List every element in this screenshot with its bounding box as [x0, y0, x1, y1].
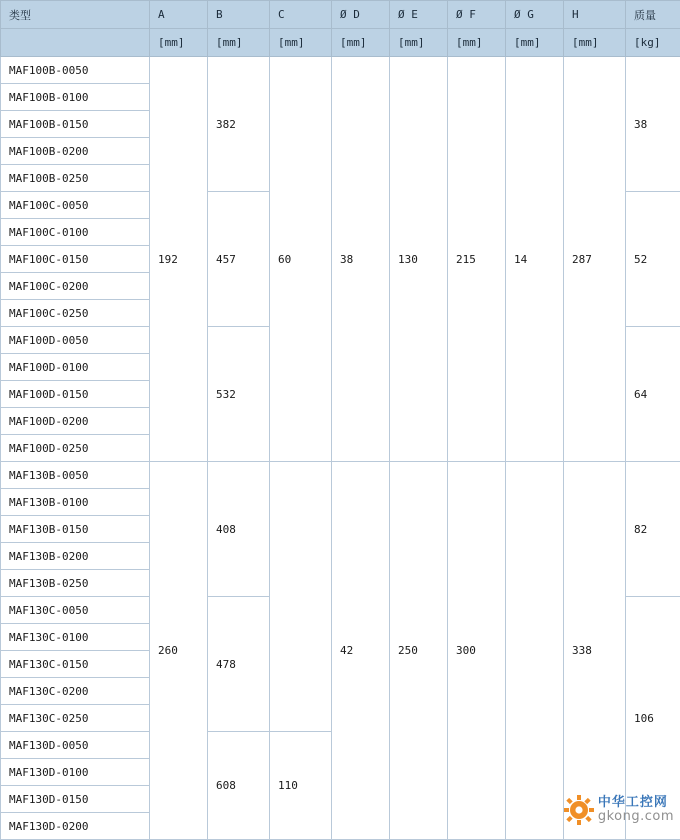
cell-b: 608 [208, 732, 270, 840]
column-unit-h: [mm] [564, 29, 626, 57]
cell-model: MAF100C-0250 [1, 300, 150, 327]
column-unit-g: [mm] [506, 29, 564, 57]
cell-model: MAF130D-0100 [1, 759, 150, 786]
watermark-en: gkong.com [598, 810, 674, 824]
cell-model: MAF100B-0100 [1, 84, 150, 111]
cell-model: MAF130B-0200 [1, 543, 150, 570]
cell-model: MAF100C-0200 [1, 273, 150, 300]
cell-a: 260 [150, 462, 208, 840]
table-row [1, 462, 680, 489]
cell-model: MAF100C-0150 [1, 246, 150, 273]
cell-g [506, 462, 564, 840]
cell-model: MAF130D-0050 [1, 732, 150, 759]
column-header-mass: 质量 [626, 1, 680, 29]
cell-model: MAF100D-0200 [1, 408, 150, 435]
cell-model: MAF100D-0150 [1, 381, 150, 408]
cell-e: 130 [390, 57, 448, 462]
column-header-a: A [150, 1, 208, 29]
column-header-c: C [270, 1, 332, 29]
table-row [1, 57, 680, 84]
cell-model: MAF100B-0150 [1, 111, 150, 138]
header-label-row [1, 1, 680, 29]
cell-model: MAF130C-0050 [1, 597, 150, 624]
column-header-b: B [208, 1, 270, 29]
cell-b: 408 [208, 462, 270, 597]
cell-model: MAF130D-0150 [1, 786, 150, 813]
cell-g: 14 [506, 57, 564, 462]
cell-model: MAF130B-0050 [1, 462, 150, 489]
column-header-type: 类型 [1, 1, 150, 29]
column-unit-b: [mm] [208, 29, 270, 57]
column-unit-e: [mm] [390, 29, 448, 57]
cell-model: MAF100D-0250 [1, 435, 150, 462]
column-header-d: Ø D [332, 1, 390, 29]
cell-model: MAF130B-0250 [1, 570, 150, 597]
cell-mass: 38 [626, 57, 680, 192]
cell-model: MAF100D-0100 [1, 354, 150, 381]
cell-h: 338 [564, 462, 626, 840]
watermark-cn: 中华工控网 [598, 796, 674, 810]
cell-b: 457 [208, 192, 270, 327]
cell-c: 60 [270, 57, 332, 462]
cell-d: 38 [332, 57, 390, 462]
column-unit-type [1, 29, 150, 57]
cell-c [270, 462, 332, 732]
column-unit-d: [mm] [332, 29, 390, 57]
cell-model: MAF100C-0050 [1, 192, 150, 219]
cell-model: MAF130C-0150 [1, 651, 150, 678]
table-header [1, 1, 680, 57]
cell-model: MAF130B-0150 [1, 516, 150, 543]
cell-mass: 52 [626, 192, 680, 327]
cell-model: MAF130C-0100 [1, 624, 150, 651]
cell-a: 192 [150, 57, 208, 462]
column-header-e: Ø E [390, 1, 448, 29]
cell-c: 110 [270, 732, 332, 840]
cell-mass: 64 [626, 327, 680, 462]
cell-model: MAF100C-0100 [1, 219, 150, 246]
cell-model: MAF130C-0200 [1, 678, 150, 705]
cell-h: 287 [564, 57, 626, 462]
cell-model: MAF100B-0050 [1, 57, 150, 84]
cell-f: 215 [448, 57, 506, 462]
cell-model: MAF100B-0250 [1, 165, 150, 192]
column-header-f: Ø F [448, 1, 506, 29]
header-unit-row [1, 29, 680, 57]
column-unit-a: [mm] [150, 29, 208, 57]
cell-model: MAF130D-0200 [1, 813, 150, 840]
cell-model: MAF130B-0100 [1, 489, 150, 516]
cell-b: 532 [208, 327, 270, 462]
cell-model: MAF100D-0050 [1, 327, 150, 354]
column-unit-c: [mm] [270, 29, 332, 57]
cell-mass: 82 [626, 462, 680, 597]
cell-b: 478 [208, 597, 270, 732]
cell-model: MAF100B-0200 [1, 138, 150, 165]
cell-d: 42 [332, 462, 390, 840]
cell-b: 382 [208, 57, 270, 192]
cell-e: 250 [390, 462, 448, 840]
column-unit-mass: [kg] [626, 29, 680, 57]
cell-f: 300 [448, 462, 506, 840]
cell-mass: 106 [626, 597, 680, 840]
table-body [1, 57, 680, 840]
column-unit-f: [mm] [448, 29, 506, 57]
column-header-g: Ø G [506, 1, 564, 29]
column-header-h: H [564, 1, 626, 29]
cell-model: MAF130C-0250 [1, 705, 150, 732]
